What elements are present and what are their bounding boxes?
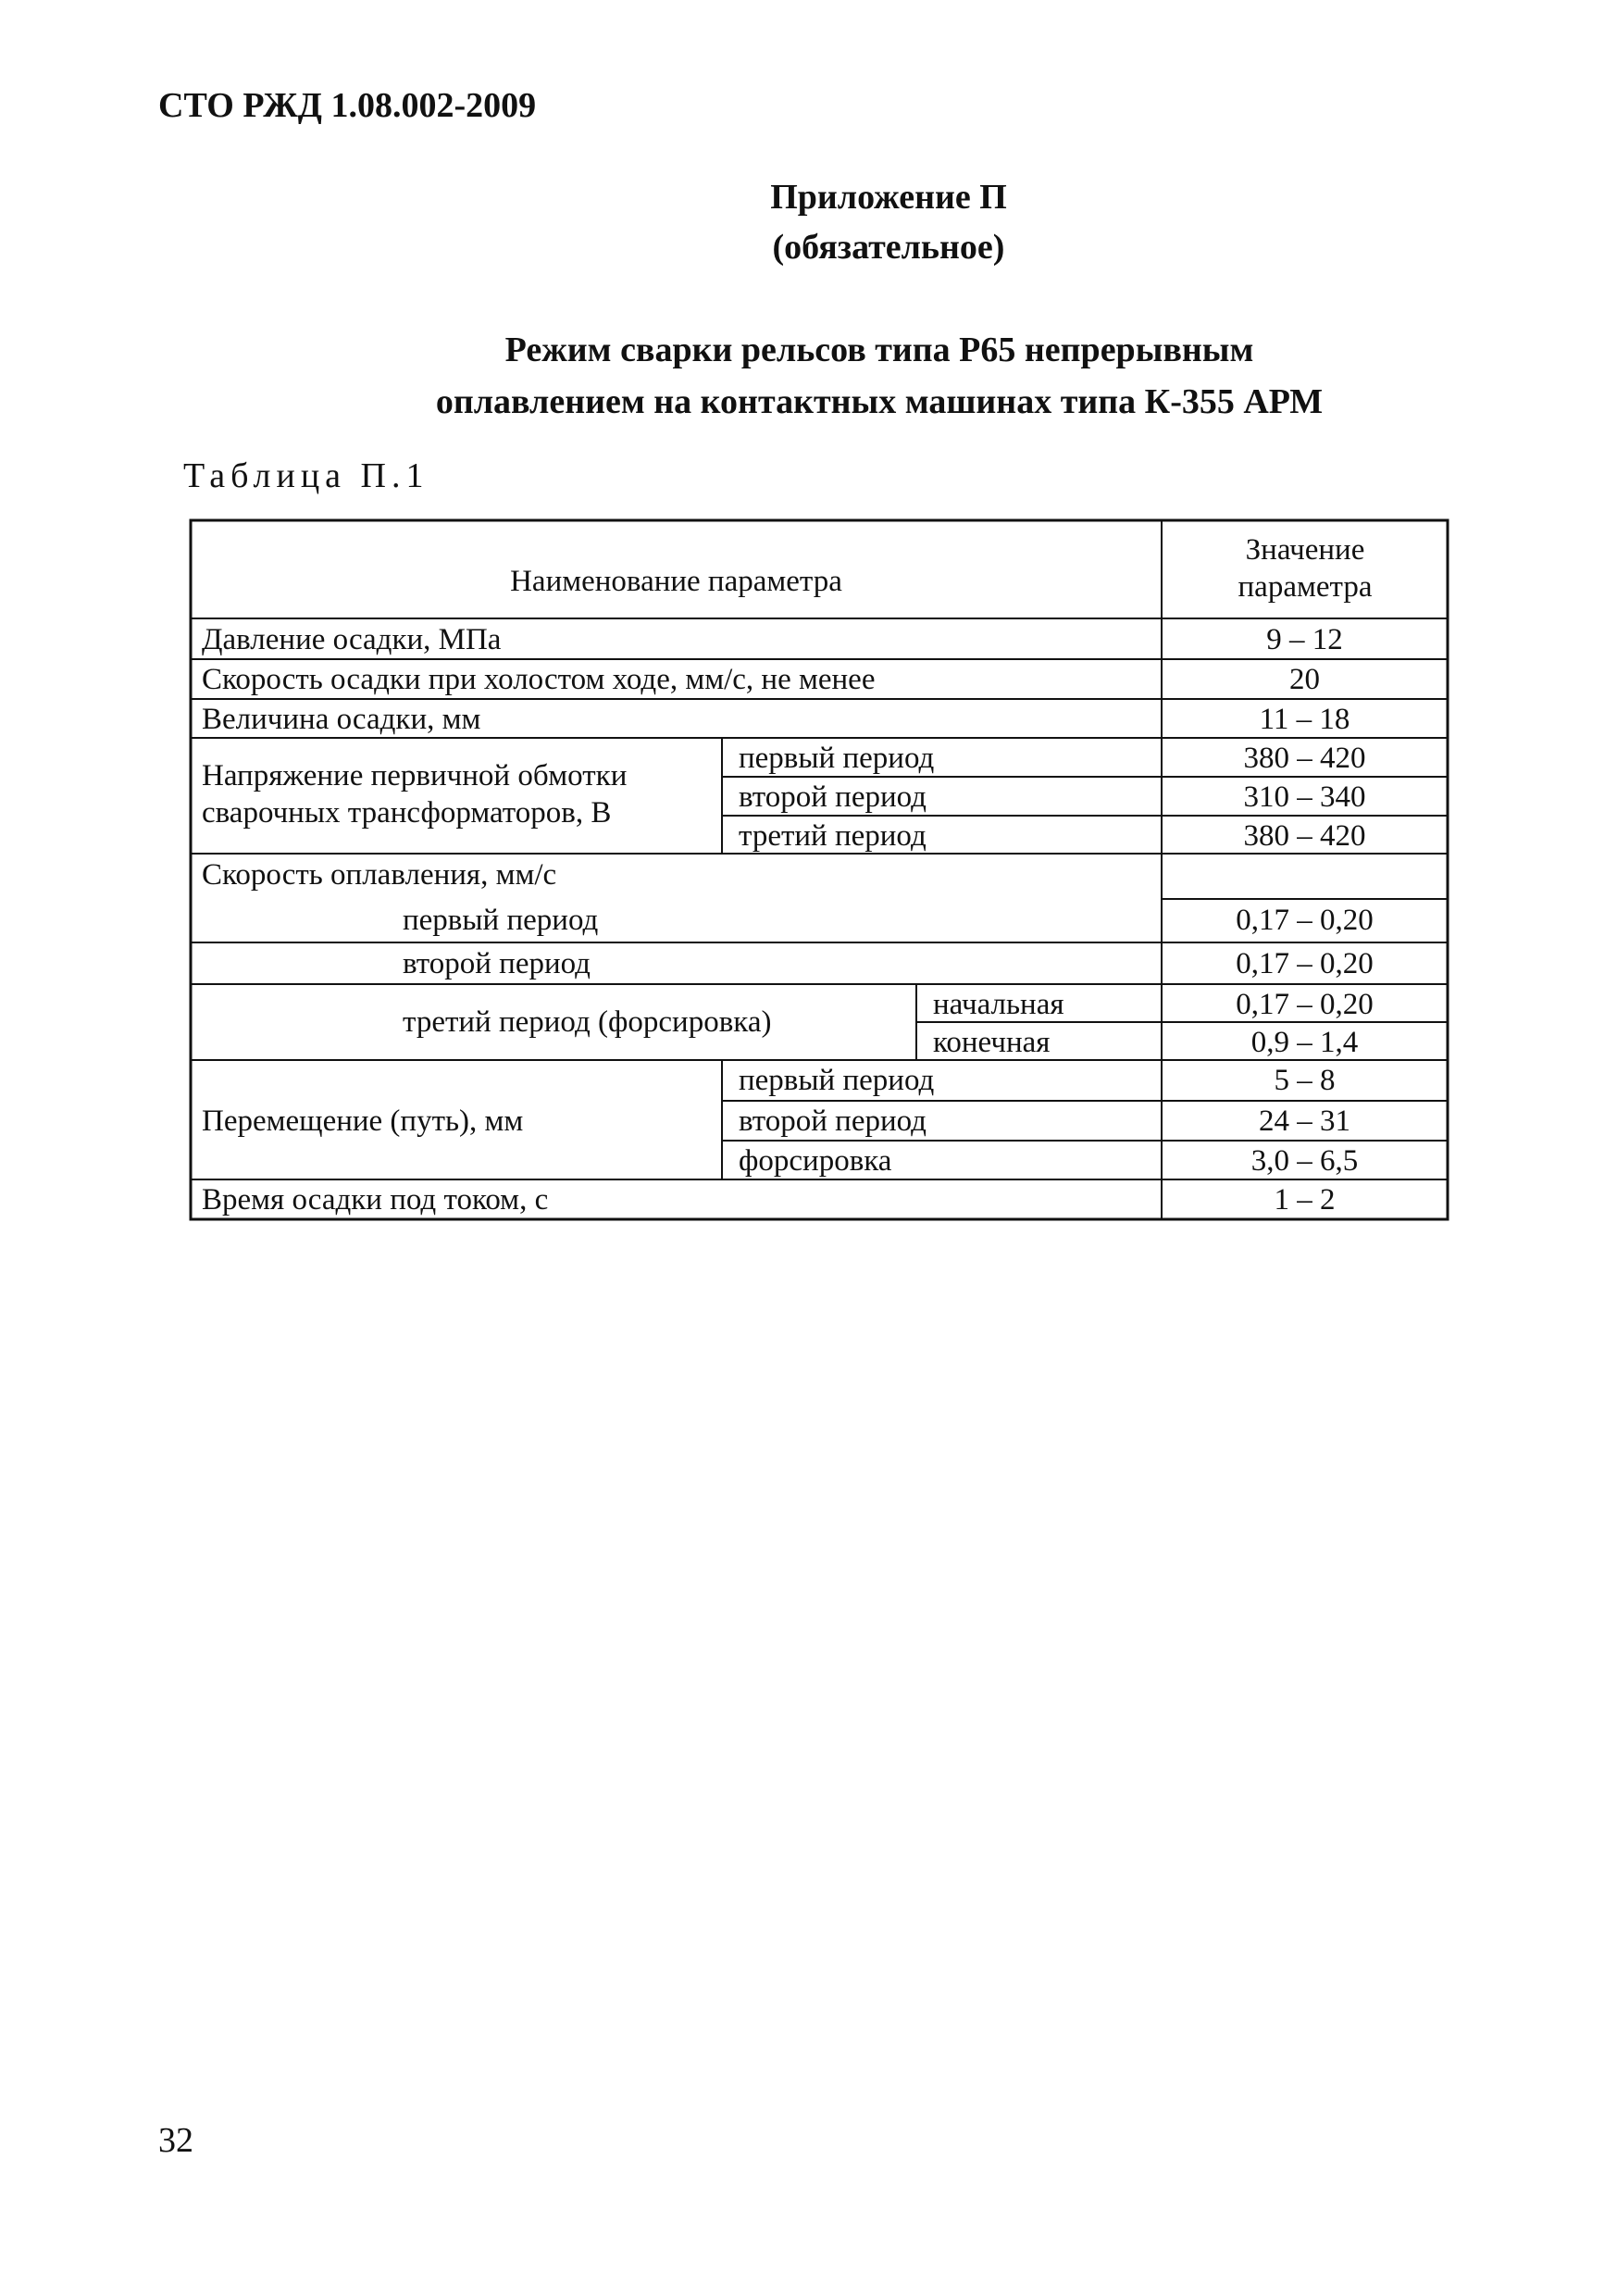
row-current-time-value: 1 – 2 (1274, 1183, 1336, 1217)
row-travel-label: Перемещение (путь), мм (202, 1104, 524, 1138)
row-upset-label: Величина осадки, мм (202, 703, 481, 736)
row-flash-speed-value-start: 0,17 – 0,20 (1236, 988, 1374, 1021)
row-voltage-period-1: первый период (739, 742, 935, 775)
row-travel-period-2: второй период (739, 1104, 927, 1138)
row-travel-period-3: форсировка (739, 1144, 892, 1178)
row-travel-value-2: 24 – 31 (1259, 1104, 1350, 1138)
row-flash-speed-value-2: 0,17 – 0,20 (1236, 947, 1374, 980)
row-flash-speed-period-3: третий период (форсировка) (403, 1005, 772, 1039)
appendix-heading (0, 172, 1617, 272)
row-voltage-value-2: 310 – 340 (1243, 780, 1366, 814)
header-parameter: Наименование параметра (510, 565, 842, 598)
row-voltage-period-3: третий период (739, 819, 927, 853)
row-travel-period-1: первый период (739, 1064, 935, 1097)
row-voltage-period-2: второй период (739, 780, 927, 814)
row-flash-speed-period-2: второй период (403, 947, 591, 980)
row-flash-speed-period-1: первый период (403, 904, 599, 937)
document-code: СТО РЖД 1.08.002-2009 (158, 86, 537, 125)
row-flash-speed-value-end: 0,9 – 1,4 (1250, 1026, 1359, 1059)
row-travel-value-1: 5 – 8 (1274, 1064, 1336, 1097)
row-idle-speed-label: Скорость осадки при холостом ходе, мм/с, не менее (202, 663, 876, 696)
header-value: Значение параметра (1238, 533, 1373, 604)
page-title (278, 324, 1481, 428)
title-line-1: Режим сварки рельсов типа Р65 непрерывным (504, 331, 1254, 369)
title-line-2: оплавлением на контактных машинах типа К-355 АРМ (435, 382, 1324, 421)
row-voltage-label: Напряжение первичной обмотки сварочных трансформаторов, В (202, 759, 628, 830)
appendix-status: (обязательное) (772, 228, 1005, 267)
row-current-time-label: Время осадки под током, с (202, 1183, 549, 1217)
row-flash-speed-value-1: 0,17 – 0,20 (1236, 904, 1374, 937)
row-pressure-label: Давление осадки, МПа (202, 623, 502, 656)
row-flash-speed-start: начальная (933, 988, 1064, 1021)
row-voltage-value-1: 380 – 420 (1243, 742, 1366, 775)
row-pressure-value: 9 – 12 (1266, 623, 1343, 656)
row-flash-speed-label: Скорость оплавления, мм/с (202, 858, 557, 892)
row-travel-value-3: 3,0 – 6,5 (1250, 1144, 1359, 1178)
table-caption: Таблица П.1 (183, 456, 429, 495)
page-number: 32 (158, 2121, 193, 2160)
row-upset-value: 11 – 18 (1259, 703, 1350, 736)
row-flash-speed-end: конечная (933, 1026, 1051, 1059)
appendix-label: Приложение П (770, 178, 1007, 217)
row-idle-speed-value: 20 (1289, 663, 1320, 696)
row-voltage-value-3: 380 – 420 (1243, 819, 1366, 853)
